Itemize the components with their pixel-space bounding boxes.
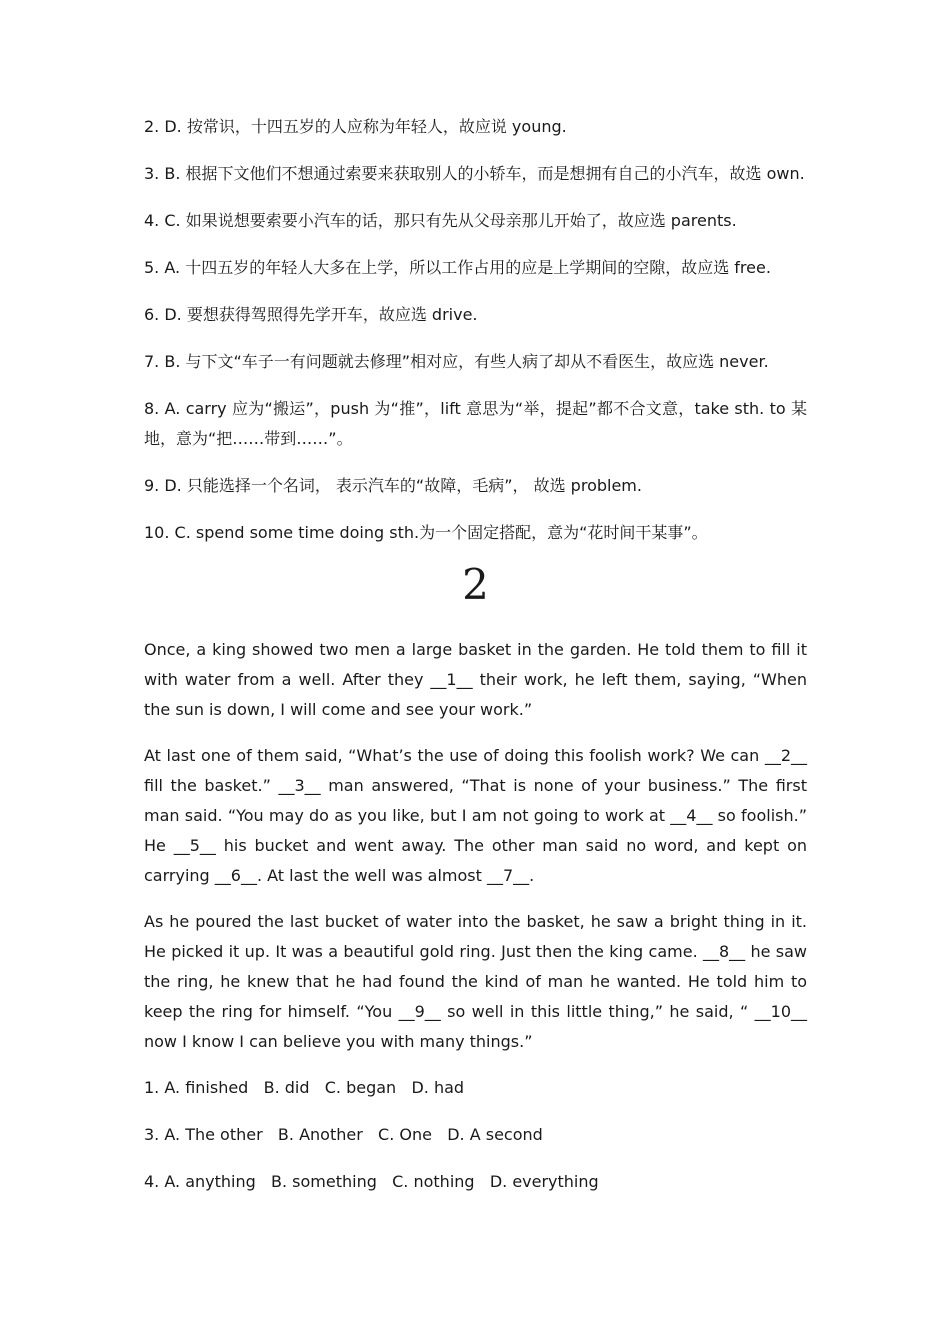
answer-item: 10. C. spend some time doing sth.为一个固定搭配，意为“花时间干某事”。: [144, 523, 708, 542]
option-list: [144, 1073, 807, 1197]
answer-item: 4. C. 如果说想要索要小汽车的话，那只有先从父母亲那儿开始了，故应选 parents.: [144, 211, 737, 230]
answer-item: 3. B. 根据下文他们不想通过索要来获取别人的小轿车，而是想拥有自己的小汽车，故选 own.: [144, 164, 805, 183]
answer-item: 6. D. 要想获得驾照得先学开车，故应选 drive.: [144, 305, 478, 324]
option-line: 3. A. The other B. Another C. One D. A second: [144, 1125, 543, 1144]
option-line: 4. A. anything B. something C. nothing D. everything: [144, 1172, 599, 1191]
passage-paragraph: At last one of them said, “What’s the use of doing this foolish work? We can __2__ fill the basket.” __3__ man answered, “That is none of your business.” The first man said. “You may do as you like, but I am not going to work at __4__ so foolish.” He __5__ his bucket and went away. The other man said no word, and kept on carrying __6__. At last the well was almost __7__.: [144, 746, 807, 885]
option-line: 1. A. finished B. did C. began D. had: [144, 1078, 465, 1097]
answer-item: 2. D. 按常识，十四五岁的人应称为年轻人，故应说 young.: [144, 117, 567, 136]
passage: [144, 635, 807, 1057]
answer-item: 8. A. carry 应为“搬运”，push 为“推”，lift 意思为“举，提起”都不合文意，take sth. to 某地，意为“把……带到……”。: [144, 399, 807, 448]
passage-paragraph: Once, a king showed two men a large basket in the garden. He told them to fill it with water from a well. After they __1__ their work, he left them, saying, “When the sun is down, I will come and see your work.”: [144, 640, 807, 719]
passage-paragraph: As he poured the last bucket of water into the basket, he saw a bright thing in it. He picked it up. It was a beautiful gold ring. Just then the king came. __8__ he saw the ring, he knew that he had found the kind of man he wanted. He told him to keep the ring for himself. “You __9__ so well in this little thing,” he said, “ __10__ now I know I can believe you with many things.”: [144, 912, 807, 1051]
section-number: 2: [462, 560, 489, 609]
answer-item: 5. A. 十四五岁的年轻人大多在上学，所以工作占用的应是上学期间的空隙，故应选 free.: [144, 258, 771, 277]
document-page: [144, 112, 807, 1214]
answer-item: 7. B. 与下文“车子一有问题就去修理”相对应，有些人病了却从不看医生，故应选 never.: [144, 352, 769, 371]
answer-item: 9. D. 只能选择一个名词， 表示汽车的“故障，毛病”， 故选 problem.: [144, 476, 642, 495]
answer-list: [144, 112, 807, 548]
